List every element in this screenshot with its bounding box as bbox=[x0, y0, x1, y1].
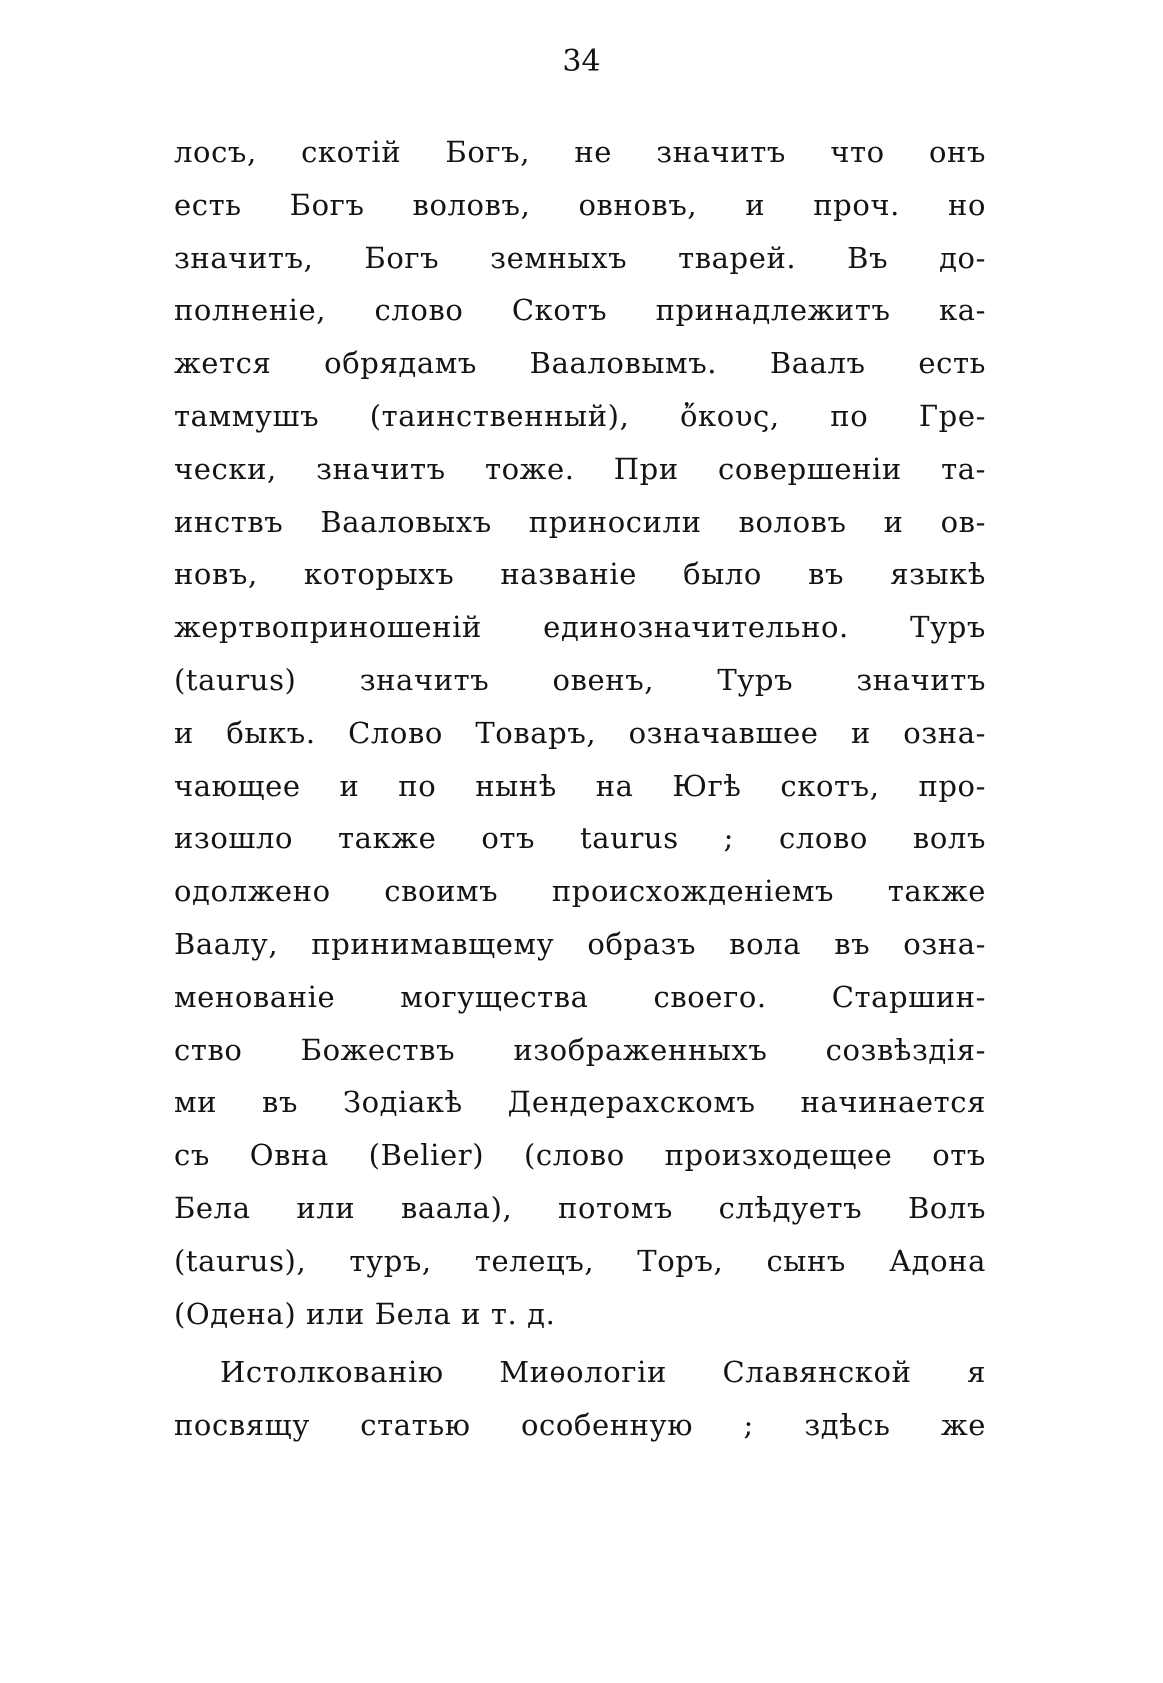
page-number: 34 bbox=[562, 44, 601, 79]
text-line: лосъ, скотій Богъ, не значитъ что онъ bbox=[174, 135, 986, 169]
text-line: (Одена) или Бела и т. д. bbox=[174, 1296, 556, 1331]
text-line: новъ, которыхъ названіе было въ языкѣ bbox=[174, 557, 986, 592]
paragraph-2 bbox=[174, 1346, 986, 1452]
text-line: изошло также отъ taurus ; слово волъ bbox=[174, 821, 986, 856]
text-line: ство Божествъ изображенныхъ созвѣздія- bbox=[174, 1032, 986, 1067]
text-line: и быкъ. Слово Товаръ, означавшее и озна- bbox=[174, 715, 986, 750]
text-line: значитъ, Богъ земныхъ тварей. Въ до- bbox=[174, 240, 986, 275]
text-line: жертвоприношеній единозначительно. Туръ bbox=[174, 610, 986, 645]
text-line: жется обрядамъ Вааловымъ. Ваалъ есть bbox=[174, 346, 986, 381]
text-line: полненіе, слово Скотъ принадлежитъ ка- bbox=[174, 293, 986, 328]
text-line: чающее и по нынѣ на Югѣ скотъ, про- bbox=[174, 768, 986, 803]
text-line: (taurus), туръ, телецъ, Торъ, сынъ Адона bbox=[174, 1243, 986, 1278]
text-line: ми въ Зодіакѣ Дендерахскомъ начинается bbox=[174, 1085, 986, 1120]
text-line: посвящу статью особенную ; здѣсь же bbox=[174, 1408, 986, 1443]
text-line: таммушъ (таинственный), ὄκους, по Гре- bbox=[174, 398, 986, 433]
text-line: есть Богъ воловъ, овновъ, и проч. но bbox=[174, 187, 986, 222]
text-line: Бела или ваала), потомъ слѣдуетъ Волъ bbox=[174, 1190, 986, 1225]
body-text bbox=[174, 126, 986, 1452]
text-line: чески, значитъ тоже. При совершеніи та- bbox=[174, 451, 986, 486]
text-line: Истолкованію Миѳологіи Славянской я bbox=[220, 1355, 986, 1390]
text-line: съ Овна (Belier) (слово произходещее отъ bbox=[174, 1138, 986, 1173]
text-line: менованіе могущества своего. Старшин- bbox=[174, 979, 986, 1014]
text-line: (taurus) значитъ овенъ, Туръ значитъ bbox=[174, 662, 986, 697]
text-line: одолжено своимъ происхожденіемъ также bbox=[174, 874, 986, 909]
text-line: Ваалу, принимавщему образъ вола въ озна- bbox=[174, 926, 986, 961]
text-line: инствъ Вааловыхъ приносили воловъ и ов- bbox=[174, 504, 986, 539]
paragraph-1 bbox=[174, 126, 986, 1340]
